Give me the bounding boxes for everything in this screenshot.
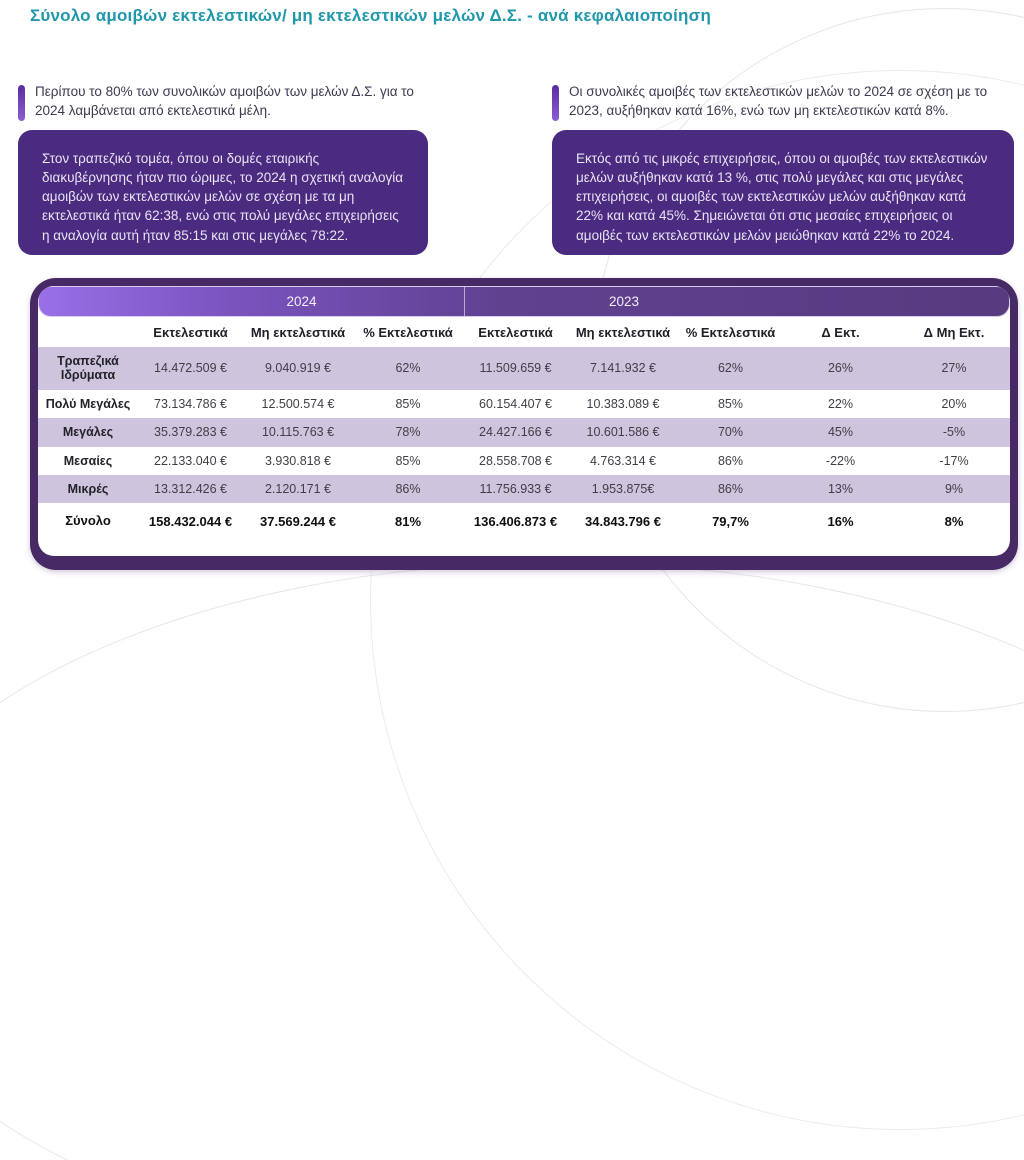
background-arc-bottom xyxy=(0,562,1024,1160)
callout-left xyxy=(18,83,426,121)
accent-bar-icon xyxy=(18,85,25,121)
cell: 12.500.574 € xyxy=(261,396,335,411)
cell: 22.133.040 € xyxy=(154,453,227,468)
cell: 37.569.244 € xyxy=(260,514,336,530)
col-header: Δ Εκτ. xyxy=(821,325,860,340)
cell: 34.843.796 € xyxy=(585,514,661,530)
cell: 24.427.166 € xyxy=(463,418,568,446)
highlight-box-left-text: Στον τραπεζικό τομέα, όπου οι δομές εταιρικής διακυβέρνησης ήταν πιο ώριμες, το 2024 η σχετική αναλογία αμοιβών των εκτελεστικών μελών σε σχέση με τα μη εκτελεστικά ήταν 62:38, ενώ στις πολύ μεγάλες επιχειρήσεις η αναλογία αυτή ήταν 85:15 και στις μεγάλες 78:22. xyxy=(42,151,404,243)
cell: 13% xyxy=(783,475,898,503)
callout-right xyxy=(552,83,1014,121)
table-row xyxy=(38,447,1010,475)
accent-bar-icon xyxy=(552,85,559,121)
col-header: Δ Μη Εκτ. xyxy=(923,325,985,340)
col-header: % Εκτελεστικά xyxy=(685,325,776,340)
cell: 26% xyxy=(783,347,898,390)
row-label: Σύνολο xyxy=(65,513,111,529)
cell: 8% xyxy=(944,514,964,530)
table-inner xyxy=(38,286,1010,556)
total-row xyxy=(38,503,1010,540)
cell: 158.432.044 € xyxy=(148,514,233,530)
callout-left-text: Περίπου το 80% των συνολικών αμοιβών των μελών Δ.Σ. για το 2024 λαμβάνεται από εκτελεστικά μέλη. xyxy=(35,84,414,118)
cell: 45% xyxy=(783,418,898,446)
col-header xyxy=(38,317,138,347)
cell: 22% xyxy=(827,396,854,411)
cell: 62% xyxy=(353,347,463,390)
highlight-box-right-text: Εκτός από τις μικρές επιχειρήσεις, όπου οι αμοιβές των εκτελεστικών μελών αυξήθηκαν κατά 13 %, στις πολύ μεγάλες και στις μεγάλες επιχειρήσεις, οι αμοιβές των εκτελεστικών μελών αυξήθηκαν κατά 22% και κατά 45%. Σημειώνεται ότι στις μεσαίες επιχειρήσεις οι αμοιβές των εκτελεστικών μελών μειώθηκαν κατά 22% το 2024. xyxy=(576,151,988,243)
cell: 136.406.873 € xyxy=(473,514,558,530)
cell: 10.383.089 € xyxy=(586,396,660,411)
cell: -22% xyxy=(825,453,856,468)
cell: 14.472.509 € xyxy=(138,347,243,390)
cell: 35.379.283 € xyxy=(138,418,243,446)
highlight-box-left xyxy=(18,130,428,255)
cell: 2.120.171 € xyxy=(243,475,353,503)
cell: 85% xyxy=(717,396,744,411)
col-header: Εκτελεστικά xyxy=(153,325,228,340)
cell: 9.040.919 € xyxy=(243,347,353,390)
cell: 86% xyxy=(678,475,783,503)
row-label: Μεγάλες xyxy=(38,418,138,446)
cell: 10.601.586 € xyxy=(568,418,678,446)
cell: 3.930.818 € xyxy=(264,453,332,468)
cell: 73.134.786 € xyxy=(154,396,227,411)
col-header: Μη εκτελεστικά xyxy=(575,325,671,340)
col-header: Εκτελεστικά xyxy=(478,325,553,340)
cell: 20% xyxy=(941,396,967,411)
cell: 10.115.763 € xyxy=(243,418,353,446)
table-row xyxy=(38,475,1010,503)
callout-right-text: Οι συνολικές αμοιβές των εκτελεστικών μελών το 2024 σε σχέση με το 2023, αυξήθηκαν κατά 16%, ενώ των μη εκτελεστικών κατά 8%. xyxy=(569,84,988,118)
cell: 86% xyxy=(353,475,463,503)
table-row xyxy=(38,390,1010,418)
cell: -17% xyxy=(939,453,969,468)
cell: 1.953.875€ xyxy=(568,475,678,503)
row-label: Τραπεζικά Ιδρύματα xyxy=(38,347,138,390)
cell: 79,7% xyxy=(712,514,749,530)
cell: 85% xyxy=(395,453,421,468)
row-label: Μικρές xyxy=(38,475,138,503)
column-header-row xyxy=(38,317,1010,347)
year-2024-header: 2024 xyxy=(286,294,317,309)
cell: -5% xyxy=(898,418,1010,446)
year-2023-header: 2023 xyxy=(608,294,640,309)
cell: 9% xyxy=(898,475,1010,503)
compensation-table xyxy=(38,317,1010,540)
table-card xyxy=(30,278,1018,570)
year-header-band xyxy=(38,286,1010,317)
cell: 60.154.407 € xyxy=(479,396,552,411)
col-header: % Εκτελεστικά xyxy=(363,325,453,340)
cell: 13.312.426 € xyxy=(138,475,243,503)
table-row xyxy=(38,347,1010,390)
cell: 78% xyxy=(353,418,463,446)
cell: 11.509.659 € xyxy=(463,347,568,390)
cell: 28.558.708 € xyxy=(479,453,552,468)
cell: 81% xyxy=(394,514,422,530)
cell: 7.141.932 € xyxy=(568,347,678,390)
cell: 27% xyxy=(898,347,1010,390)
cell: 16% xyxy=(827,514,854,530)
page-title: Σύνολο αμοιβών εκτελεστικών/ μη εκτελεστικών μελών Δ.Σ. - ανά κεφαλαιοποίηση xyxy=(30,6,712,25)
cell: 85% xyxy=(395,396,421,411)
row-label: Μεσαίες xyxy=(63,453,113,468)
cell: 62% xyxy=(678,347,783,390)
cell: 4.763.314 € xyxy=(589,453,657,468)
highlight-box-right xyxy=(552,130,1014,255)
row-label: Πολύ Μεγάλες xyxy=(45,396,131,411)
cell: 11.756.933 € xyxy=(463,475,568,503)
col-header: Μη εκτελεστικά xyxy=(250,325,346,340)
table-row xyxy=(38,418,1010,446)
cell: 70% xyxy=(678,418,783,446)
cell: 86% xyxy=(717,453,744,468)
